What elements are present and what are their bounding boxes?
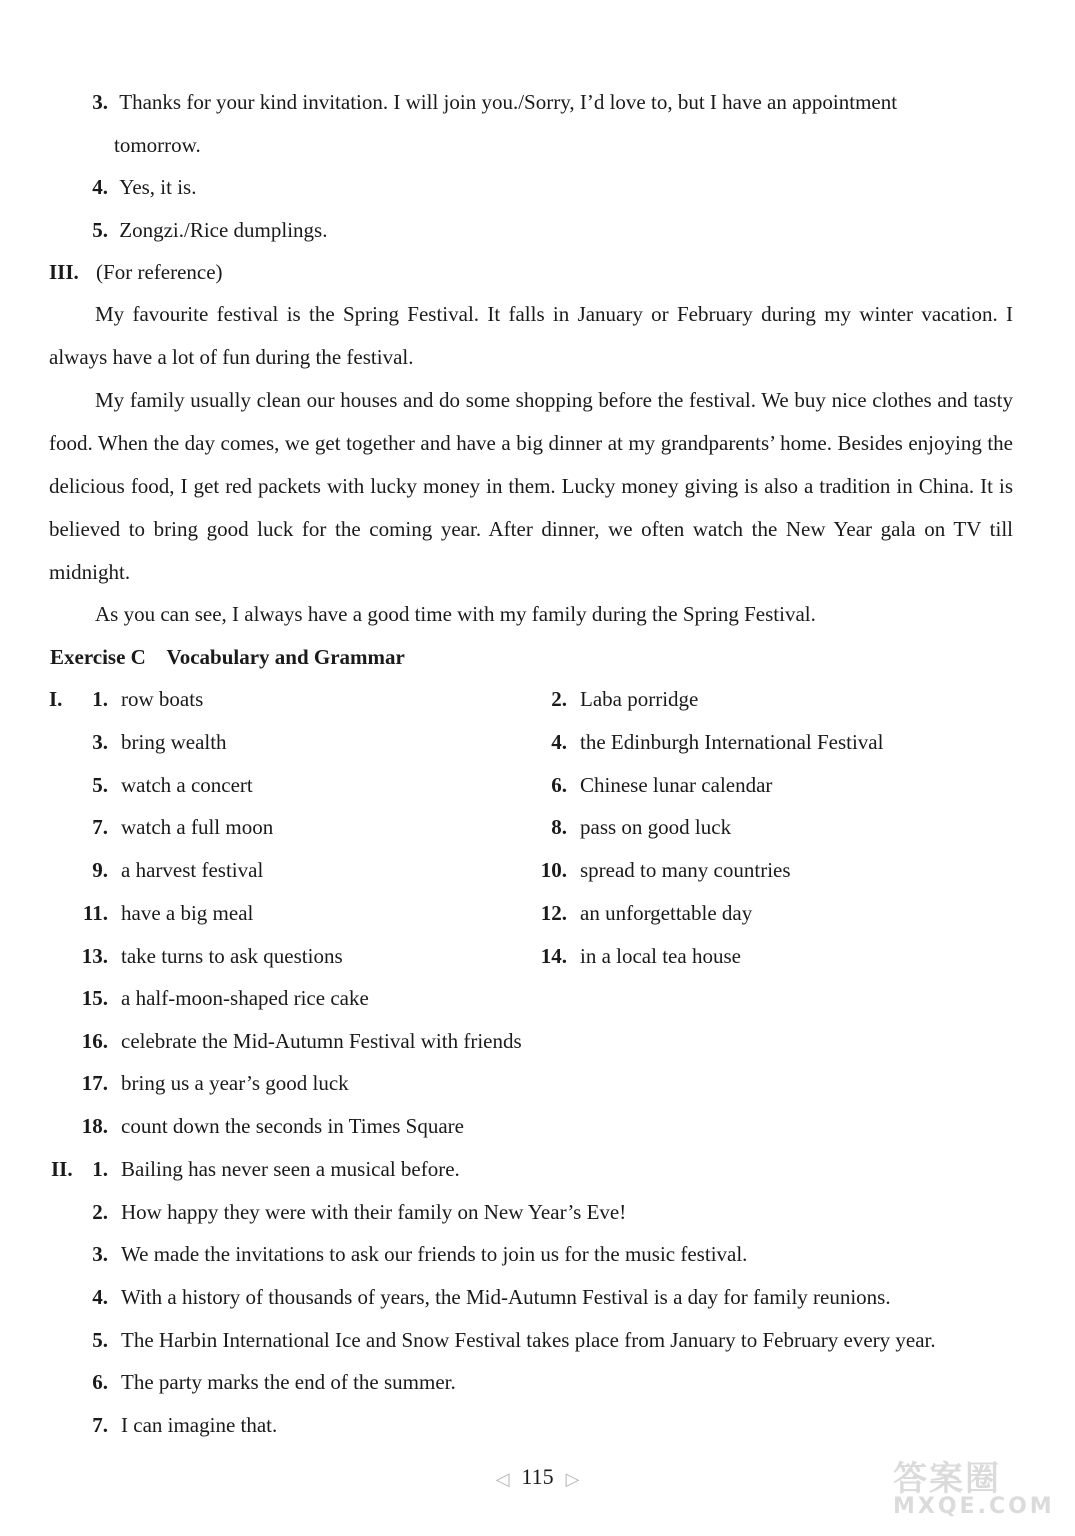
answer-item-continuation: tomorrow. xyxy=(114,133,201,157)
vocab-item: 7. watch a full moon xyxy=(92,815,274,839)
vocab-item: 9. a harvest festival xyxy=(92,858,264,882)
answer-item: 4. Yes, it is. xyxy=(92,175,197,199)
vocab-item: 8. pass on good luck xyxy=(551,815,732,839)
section-iii-header: III. (For reference) xyxy=(49,260,223,284)
left-triangle-icon: ◁ xyxy=(495,1468,510,1489)
vocab-item: 18. count down the seconds in Times Square xyxy=(81,1114,464,1138)
right-triangle-icon: ▷ xyxy=(565,1468,580,1489)
essay-paragraph: My family usually clean our houses and do some shopping before the festival. We buy nice clothes and tasty food. When the day comes, we get together and have a big dinner at my grandparents’ home. Besides enjoying the delicious food, I get red packets with lucky money in them. Lucky money giving is also a tradition in China. It is believed to bring good luck for the coming year. After dinner, we often watch the New Year gala on TV till midnight. xyxy=(49,388,1013,584)
sentence-item: 5. The Harbin International Ice and Snow Festival takes place from January to February every year. xyxy=(92,1328,936,1352)
answer-item: 3. Thanks for your kind invitation. I will join you./Sorry, I’d love to, but I have an appointment xyxy=(92,90,898,114)
vocab-item: 17. bring us a year’s good luck xyxy=(81,1071,349,1095)
sentence-item: 3. We made the invitations to ask our friends to join us for the music festival. xyxy=(92,1242,748,1266)
sentence-item: 4. With a history of thousands of years, the Mid-Autumn Festival is a day for family reunions. xyxy=(92,1285,891,1309)
answer-item: 5. Zongzi./Rice dumplings. xyxy=(92,218,328,242)
essay-paragraph: As you can see, I always have a good time with my family during the Spring Festival. xyxy=(95,602,816,626)
exercise-c-heading: Exercise C Vocabulary and Grammar xyxy=(50,645,405,669)
vocab-item: 5. watch a concert xyxy=(92,773,253,797)
sentence-item: 1. Bailing has never seen a musical before. xyxy=(92,1157,460,1181)
vocab-item: 10. spread to many countries xyxy=(540,858,791,882)
sentence-item: 7. I can imagine that. xyxy=(92,1413,278,1437)
essay-paragraph: My favourite festival is the Spring Festival. It falls in January or February during my winter vacation. I always have a lot of fun during the festival. xyxy=(49,302,1013,369)
vocab-item: 16. celebrate the Mid-Autumn Festival with friends xyxy=(81,1029,522,1053)
vocab-item: 1. row boats xyxy=(92,687,204,711)
vocab-item: 14. in a local tea house xyxy=(540,944,741,968)
vocab-item: 15. a half-moon-shaped rice cake xyxy=(81,986,369,1010)
section-i-label: I. xyxy=(49,687,63,711)
vocab-item: 6. Chinese lunar calendar xyxy=(551,773,773,797)
sentence-item: 2. How happy they were with their family on New Year’s Eve! xyxy=(92,1200,627,1224)
vocab-item: 12. an unforgettable day xyxy=(540,901,753,925)
watermark-logo: 答案圈 MXQE.COM xyxy=(893,1459,1055,1519)
vocab-item: 13. take turns to ask questions xyxy=(81,944,343,968)
page-number: 115 xyxy=(521,1464,554,1489)
vocab-item: 3. bring wealth xyxy=(92,730,227,754)
vocab-item: 11. have a big meal xyxy=(82,901,254,925)
sentence-item: 6. The party marks the end of the summer. xyxy=(92,1370,456,1394)
vocab-item: 2. Laba porridge xyxy=(551,687,699,711)
vocab-item: 4. the Edinburgh International Festival xyxy=(551,730,884,754)
section-ii-label: II. xyxy=(51,1157,73,1181)
